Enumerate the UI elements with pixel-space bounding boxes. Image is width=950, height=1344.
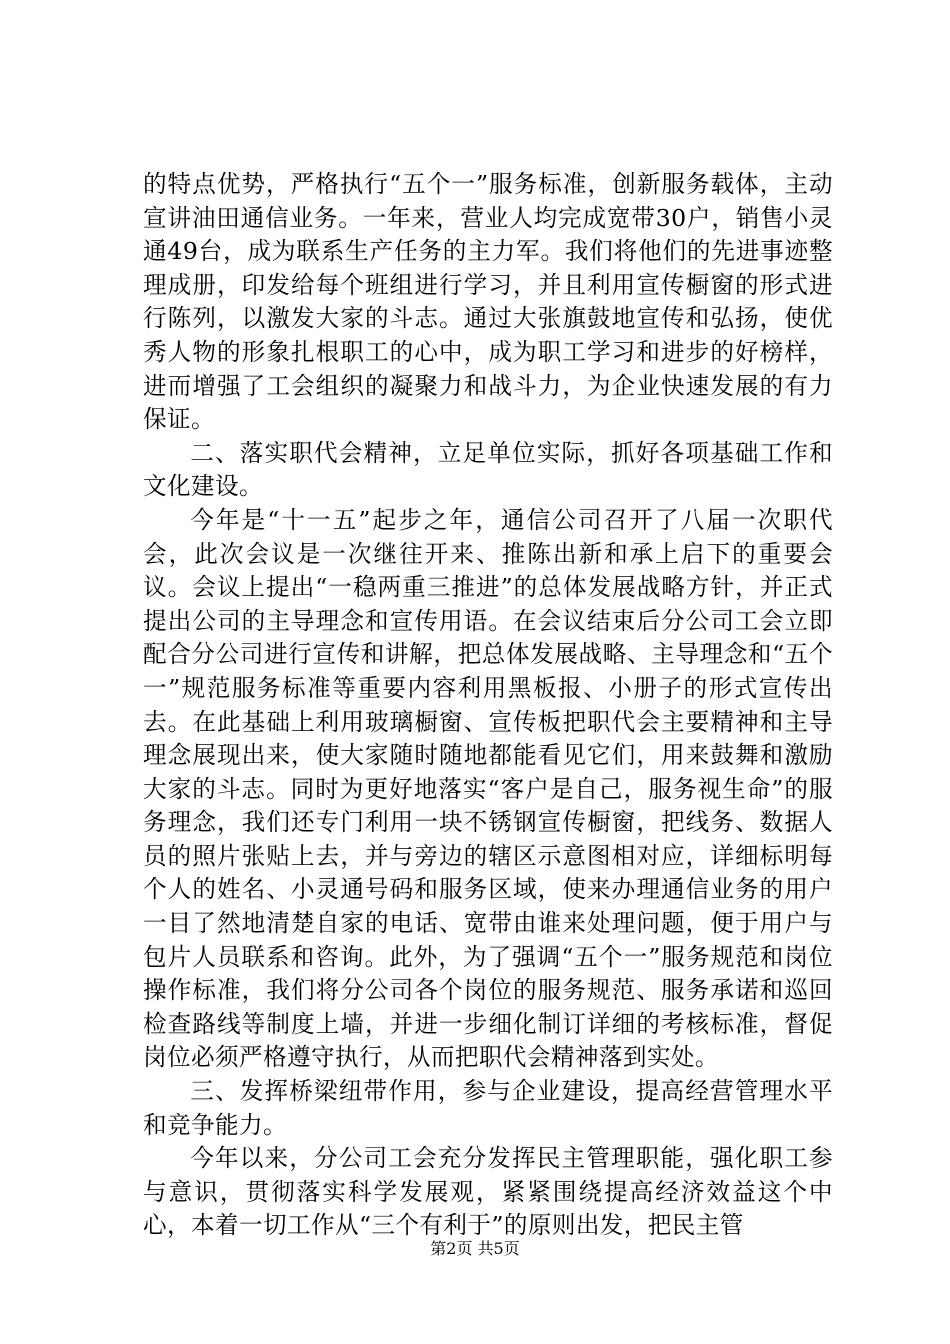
paragraph-3: 今年是“十一五”起步之年，通信公司召开了八届一次职代会，此次会议是一次继往开来、推陈出新和承上启下的重要会议。会议上提出“一稳两重三推进”的总体发展战略方针，并正式提出公司的主导理念和宣传用语。在会议结束后分公司工会立即配合分公司进行宣传和讲解，把总体发展战略、主导理念和“五个一”规范服务标准等重要内容利用黑板报、小册子的形式宣传出去。在此基础上利用玻璃橱窗、宣传板把职代会主要精神和主导理念展现出来，使大家随时随地都能看见它们，用来鼓舞和激励大家的斗志。同时为更好地落实“客户是自己，服务视生命”的服务理念，我们还专门利用一块不锈钢宣传橱窗，把线务、数据人员的照片张贴上去，并与旁边的辖区示意图相对应，详细标明每个人的姓名、小灵通号码和服务区域，使来办理通信业务的用户一目了然地清楚自家的电话、宽带由谁来处理问题，便于用户与包片人员联系和咨询。此外，为了强调“五个一”服务规范和岗位操作标准，我们将分公司各个岗位的服务规范、服务承诺和巡回检查路线等制度上墙，并进一步细化制订详细的考核标准，督促岗位必须严格遵守执行，从而把职代会精神落到实处。: [143, 505, 833, 1072]
document-body: [143, 168, 833, 1243]
paragraph-2-heading: 二、落实职代会精神，立足单位实际，抓好各项基础工作和文化建设。: [143, 438, 833, 501]
page-footer: [0, 1239, 950, 1259]
page-number-label: 第2页 共5页: [430, 1239, 520, 1258]
paragraph-4-heading: 三、发挥桥梁纽带作用，参与企业建设，提高经营管理水平和竞争能力。: [143, 1077, 833, 1139]
paragraph-5: 今年以来，分公司工会充分发挥民主管理职能，强化职工参与意识，贯彻落实科学发展观，紧紧围绕提高经济效益这个中心，本着一切工作从“三个有利于”的原则出发，把民主管: [143, 1144, 833, 1240]
paragraph-1: 的特点优势，严格执行“五个一”服务标准，创新服务载体，主动宣讲油田通信业务。一年来，营业人均完成宽带30户，销售小灵通49台，成为联系生产任务的主力军。我们将他们的先进事迹整理成册，印发给每个班组进行学习，并且利用宣传橱窗的形式进行陈列，以激发大家的斗志。通过大张旗鼓地宣传和弘扬，使优秀人物的形象扎根职工的心中，成为职工学习和进步的好榜样，进而增强了工会组织的凝聚力和战斗力，为企业快速发展的有力保证。: [143, 170, 833, 434]
